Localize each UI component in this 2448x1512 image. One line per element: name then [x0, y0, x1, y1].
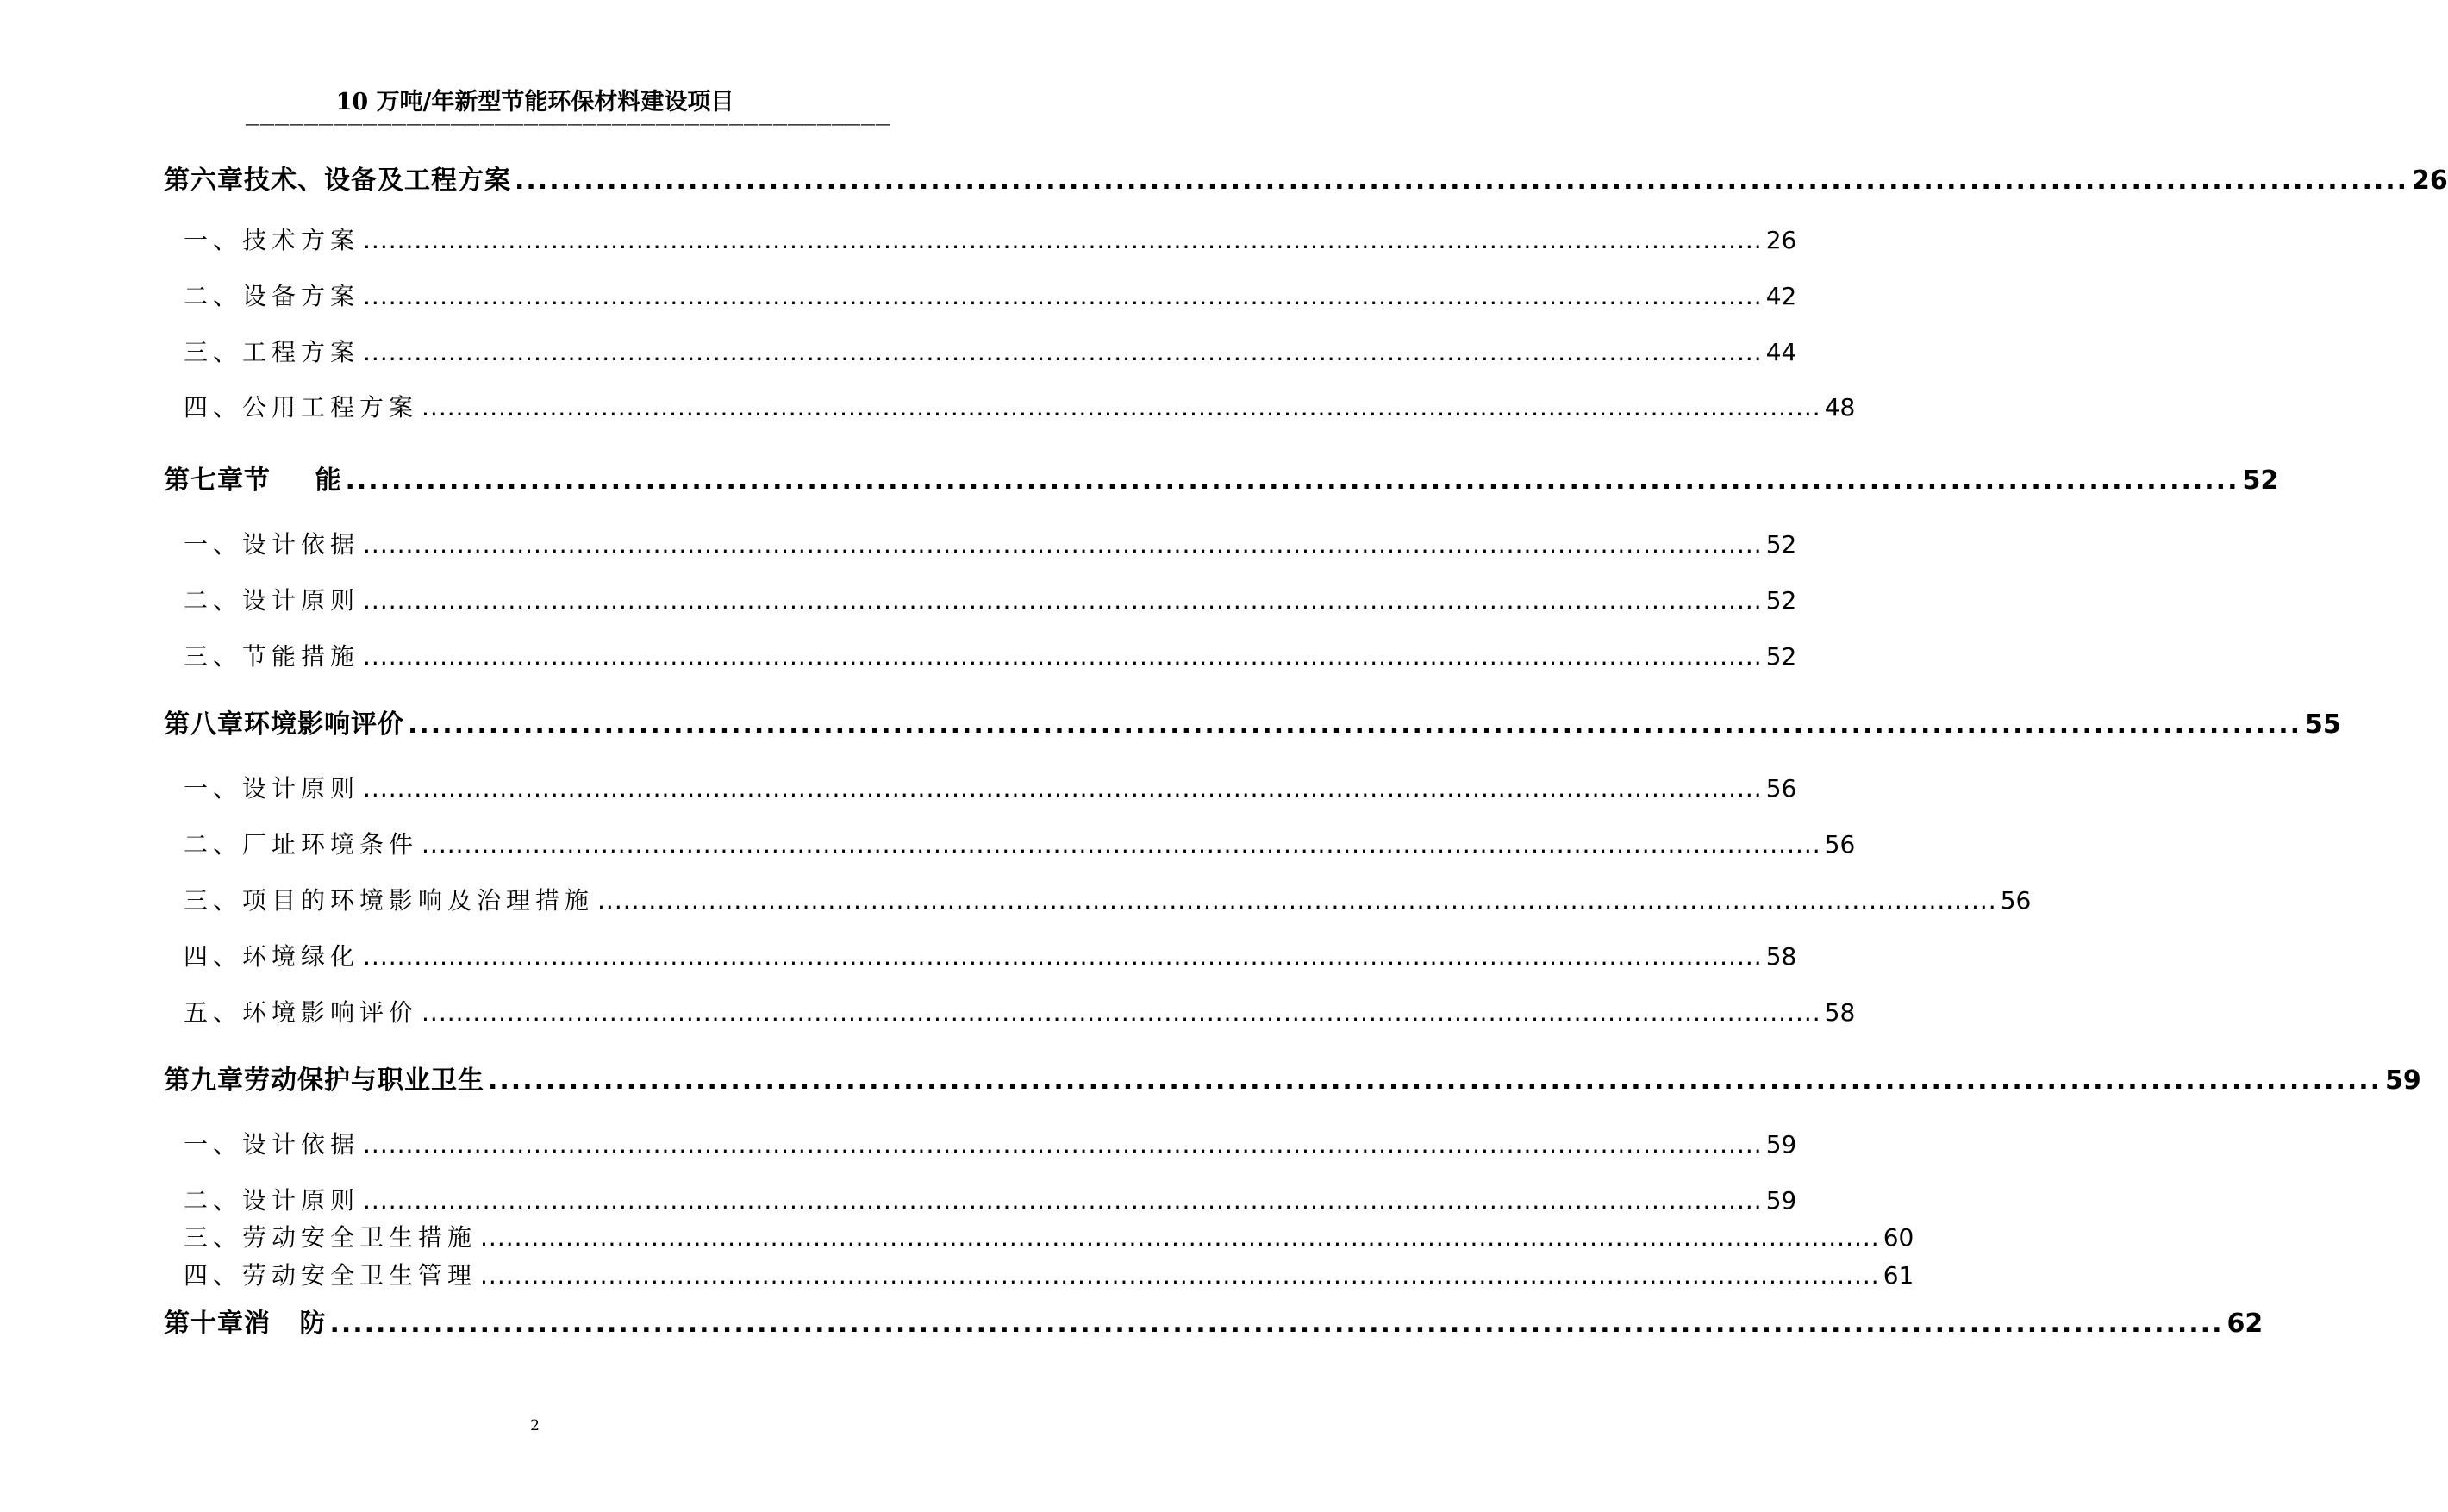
toc-section[interactable]: [184, 582, 1797, 616]
dot-leader: ....................................................................................................................................................................: [422, 830, 1821, 859]
page-ref: 52: [2242, 465, 2279, 496]
page-ref: 56: [1824, 830, 1856, 859]
page-ref: 56: [2000, 886, 2032, 915]
chapter-title: 环境影响评价: [244, 709, 404, 740]
section-label: 四、环境绿化: [184, 942, 360, 971]
dot-leader: ....................................................................................................................................................................: [363, 226, 1763, 254]
page-ref: 59: [1765, 1130, 1797, 1159]
section-label: 三、节能措施: [184, 642, 360, 671]
dot-leader: ....................................................................................................................................................................: [363, 338, 1763, 366]
dot-leader: ....................................................................................................................................................................: [363, 642, 1763, 671]
page-ref: 42: [1765, 282, 1797, 310]
page-ref: 56: [1765, 774, 1797, 803]
chapter-number: 第九章: [164, 1065, 244, 1096]
chapter-number: 第七章: [164, 465, 244, 496]
toc-section[interactable]: [184, 389, 1856, 423]
toc-section[interactable]: [184, 638, 1797, 672]
page-ref: 59: [2385, 1065, 2421, 1096]
dot-leader: ....................................................................................................................................................................: [480, 1261, 1880, 1290]
dot-leader: ....................................................................................................................................................................: [363, 282, 1763, 310]
toc-chapter-8[interactable]: [164, 703, 2341, 740]
chapter-number: 第八章: [164, 709, 244, 740]
page-ref: 26: [1765, 226, 1797, 254]
page-ref: 44: [1765, 338, 1797, 366]
page-ref: 58: [1765, 942, 1797, 971]
toc-chapter-9[interactable]: [164, 1059, 2421, 1097]
toc-section[interactable]: [184, 1126, 1797, 1160]
dot-leader: ....................................................................................................................................................................: [363, 530, 1763, 559]
dot-leader: ....................................................................................................................................................................: [480, 1223, 1880, 1252]
header-rule: ————————————————————————————————————————————: [245, 116, 890, 134]
toc-section[interactable]: [184, 526, 1797, 560]
section-label: 二、设备方案: [184, 282, 360, 310]
section-label: 三、工程方案: [184, 338, 360, 366]
page-ref: 48: [1824, 393, 1856, 422]
toc-section[interactable]: [184, 278, 1797, 312]
toc-section[interactable]: [184, 334, 1797, 368]
dot-leader: ....................................................................................................................................................................: [488, 1065, 2382, 1096]
dot-leader: ....................................................................................................................................................................: [363, 586, 1763, 615]
page-ref: 60: [1883, 1223, 1914, 1252]
toc-section[interactable]: [184, 222, 1797, 256]
section-label: 一、设计原则: [184, 774, 360, 803]
chapter-title: 劳动保护与职业卫生: [244, 1065, 484, 1096]
page-ref: 52: [1765, 642, 1797, 671]
toc-section[interactable]: [184, 1219, 1914, 1253]
section-label: 四、劳动安全卫生管理: [184, 1261, 478, 1290]
section-label: 一、设计依据: [184, 530, 360, 559]
page-ref: 52: [1765, 530, 1797, 559]
section-label: 一、技术方案: [184, 226, 360, 254]
toc-section[interactable]: [184, 994, 1856, 1028]
page-ref: 58: [1824, 998, 1856, 1027]
dot-leader: ....................................................................................................................................................................: [345, 465, 2239, 496]
dot-leader: ....................................................................................................................................................................: [363, 774, 1763, 803]
section-label: 三、项目的环境影响及治理措施: [184, 886, 595, 915]
page-ref: 59: [1765, 1186, 1797, 1215]
chapter-title: 消 防: [244, 1309, 327, 1339]
section-label: 五、环境影响评价: [184, 998, 419, 1027]
chapter-title: 节 能: [244, 465, 342, 496]
toc-section[interactable]: [184, 882, 2032, 916]
dot-leader: ....................................................................................................................................................................: [363, 942, 1763, 971]
section-label: 四、公用工程方案: [184, 393, 419, 422]
chapter-title: 技术、设备及工程方案: [244, 166, 511, 196]
section-label: 二、设计原则: [184, 586, 360, 615]
dot-leader: ....................................................................................................................................................................: [363, 1130, 1763, 1159]
page-ref: 61: [1883, 1261, 1914, 1290]
dot-leader: ....................................................................................................................................................................: [422, 998, 1821, 1027]
chapter-number: 第六章: [164, 166, 244, 196]
dot-leader: ....................................................................................................................................................................: [597, 886, 1997, 915]
toc-chapter-6[interactable]: [164, 159, 2448, 197]
section-label: 二、设计原则: [184, 1186, 360, 1215]
page-ref: 62: [2226, 1309, 2264, 1339]
dot-leader: ....................................................................................................................................................................: [515, 166, 2409, 196]
toc-section[interactable]: [184, 826, 1856, 860]
page-ref: 52: [1765, 586, 1797, 615]
dot-leader: ....................................................................................................................................................................: [329, 1309, 2224, 1339]
dot-leader: ....................................................................................................................................................................: [422, 393, 1821, 422]
document-header-title: 10 万吨/年新型节能环保材料建设项目: [335, 89, 734, 116]
section-label: 二、厂址环境条件: [184, 830, 419, 859]
section-label: 一、设计依据: [184, 1130, 360, 1159]
toc-chapter-10[interactable]: [164, 1302, 2264, 1340]
page-ref: 55: [2305, 709, 2341, 740]
toc-section[interactable]: [184, 938, 1797, 972]
dot-leader: ....................................................................................................................................................................: [363, 1186, 1763, 1215]
dot-leader: ....................................................................................................................................................................: [408, 709, 2302, 740]
page-ref: 26: [2412, 166, 2448, 196]
section-label: 三、劳动安全卫生措施: [184, 1223, 478, 1252]
page-number: 2: [530, 1417, 540, 1434]
toc-section[interactable]: [184, 1182, 1797, 1216]
toc-section[interactable]: [184, 1257, 1914, 1291]
toc-chapter-7[interactable]: [164, 459, 2279, 497]
chapter-number: 第十章: [164, 1309, 244, 1339]
toc-section[interactable]: [184, 770, 1797, 804]
